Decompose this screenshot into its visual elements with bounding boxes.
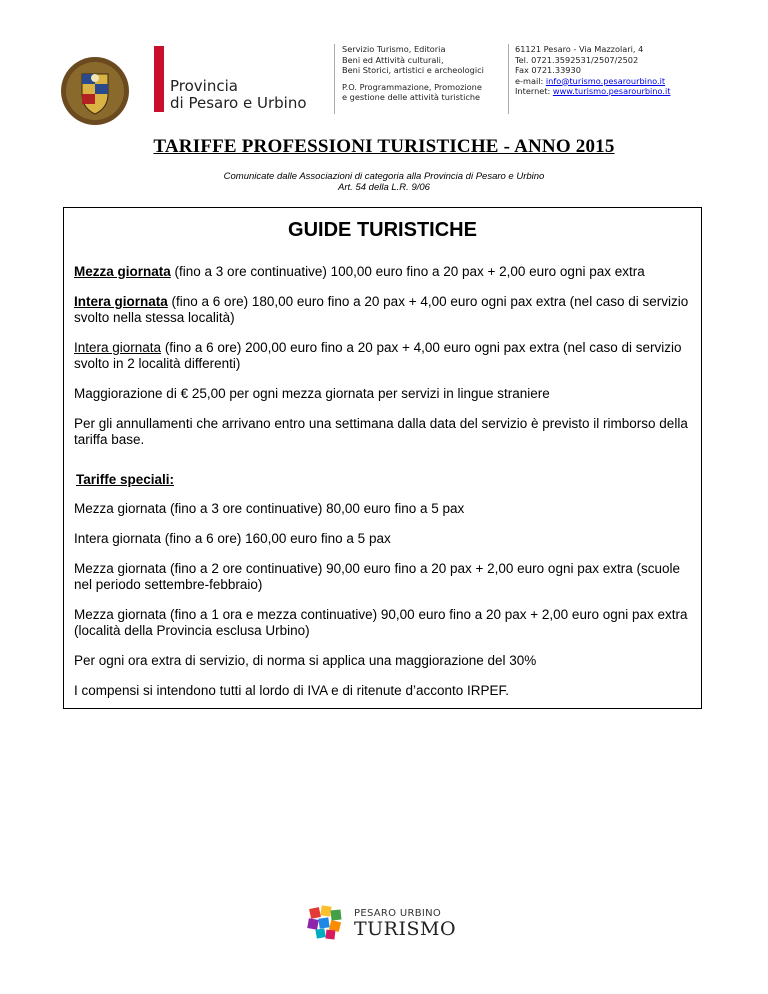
service-line: Beni Storici, artistici e archeologici [342, 65, 484, 75]
email-line [515, 76, 670, 87]
surcharge-paragraph: Maggiorazione di € 25,00 per ogni mezza giornata per servizi in lingue straniere [74, 386, 550, 401]
province-seal-icon [60, 56, 130, 126]
rate-text: (fino a 3 ore continuative) 100,00 euro fino a 20 pax + 2,00 euro ogni pax extra [170, 264, 645, 279]
internet-line [515, 86, 670, 97]
footer-brand-top: PESARO URBINO [354, 908, 442, 919]
rate-text: (fino a 6 ore) 180,00 euro fino a 20 pax + 4,00 euro ogni pax extra (nel caso di servizio svolto nella stessa località) [74, 294, 689, 325]
fax: Fax 0721.33930 [515, 65, 581, 75]
service-line: Beni ed Attività culturali, [342, 54, 444, 65]
special-rate: Mezza giornata (fino a 1 ora e mezza continuative) 90,00 euro fino a 20 pax + 2,00 euro ogni pax extra (località della Provincia esclusa Urbino) [74, 607, 688, 638]
special-rate: Intera giornata (fino a 6 ore) 160,00 euro fino a 5 pax [74, 531, 391, 546]
tourism-logo-icon [304, 904, 348, 940]
subtitle-line: Art. 54 della L.R. 9/06 [338, 182, 430, 193]
service-line: P.O. Programmazione, Promozione [342, 81, 482, 92]
phone: Tel. 0721.3592531/2507/2502 [515, 54, 639, 65]
address: 61121 Pesaro - Via Mazzolari, 4 [515, 44, 644, 54]
footer-brand-bottom: TURISMO [354, 918, 457, 940]
special-rate: Per ogni ora extra di servizio, di norma si applica una maggiorazione del 30% [74, 653, 537, 668]
page-title: TARIFFE PROFESSIONI TURISTICHE - ANNO 2015 [153, 136, 615, 157]
header-divider [508, 44, 509, 114]
box-heading: GUIDE TURISTICHE [288, 219, 477, 241]
email-link[interactable]: info@turismo.pesarourbino.it [545, 75, 666, 86]
header-service-info [342, 44, 484, 103]
rate-paragraph [74, 340, 691, 372]
subtitle-line: Comunicate dalle Associazioni di categoria alla Provincia di Pesaro e Urbino [223, 171, 545, 182]
page-subtitle [0, 171, 768, 193]
rate-label: Intera giornata [74, 340, 162, 355]
province-name-line1: Provincia [170, 77, 238, 95]
header-contact-info [515, 44, 670, 97]
rate-label: Mezza giornata [74, 264, 171, 279]
special-rates-heading: Tariffe speciali: [76, 472, 175, 487]
website-link[interactable]: www.turismo.pesarourbino.it [552, 86, 671, 96]
email-label: e-mail: [515, 75, 546, 86]
special-rate: Mezza giornata (fino a 2 ore continuative) 90,00 euro fino a 20 pax + 2,00 euro ogni pax extra (scuole nel periodo settembre-febbraio) [74, 561, 681, 592]
province-logo-bar [154, 46, 164, 112]
special-rate: I compensi si intendono tutti al lordo di IVA e di ritenute d’acconto IRPEF. [74, 683, 509, 698]
province-name-line2: di Pesaro e Urbino [170, 94, 307, 112]
rate-text: (fino a 6 ore) 200,00 euro fino a 20 pax + 4,00 euro ogni pax extra (nel caso di servizio svolto in 2 località differenti) [74, 340, 682, 371]
service-line: e gestione delle attività turistiche [342, 92, 481, 102]
header-divider [334, 44, 335, 114]
rate-label: Intera giornata [74, 294, 168, 309]
cancellation-paragraph: Per gli annullamenti che arrivano entro una settimana dalla data del servizio è previsto il rimborso della tariffa base. [74, 416, 688, 447]
rate-paragraph [74, 264, 691, 280]
service-line: Servizio Turismo, Editoria [342, 44, 446, 54]
special-rate: Mezza giornata (fino a 3 ore continuative) 80,00 euro fino a 5 pax [74, 501, 465, 516]
footer-logo [304, 902, 464, 942]
rates-box [63, 207, 702, 709]
province-name [170, 78, 307, 112]
internet-label: Internet: [515, 86, 553, 96]
rate-paragraph [74, 294, 691, 326]
